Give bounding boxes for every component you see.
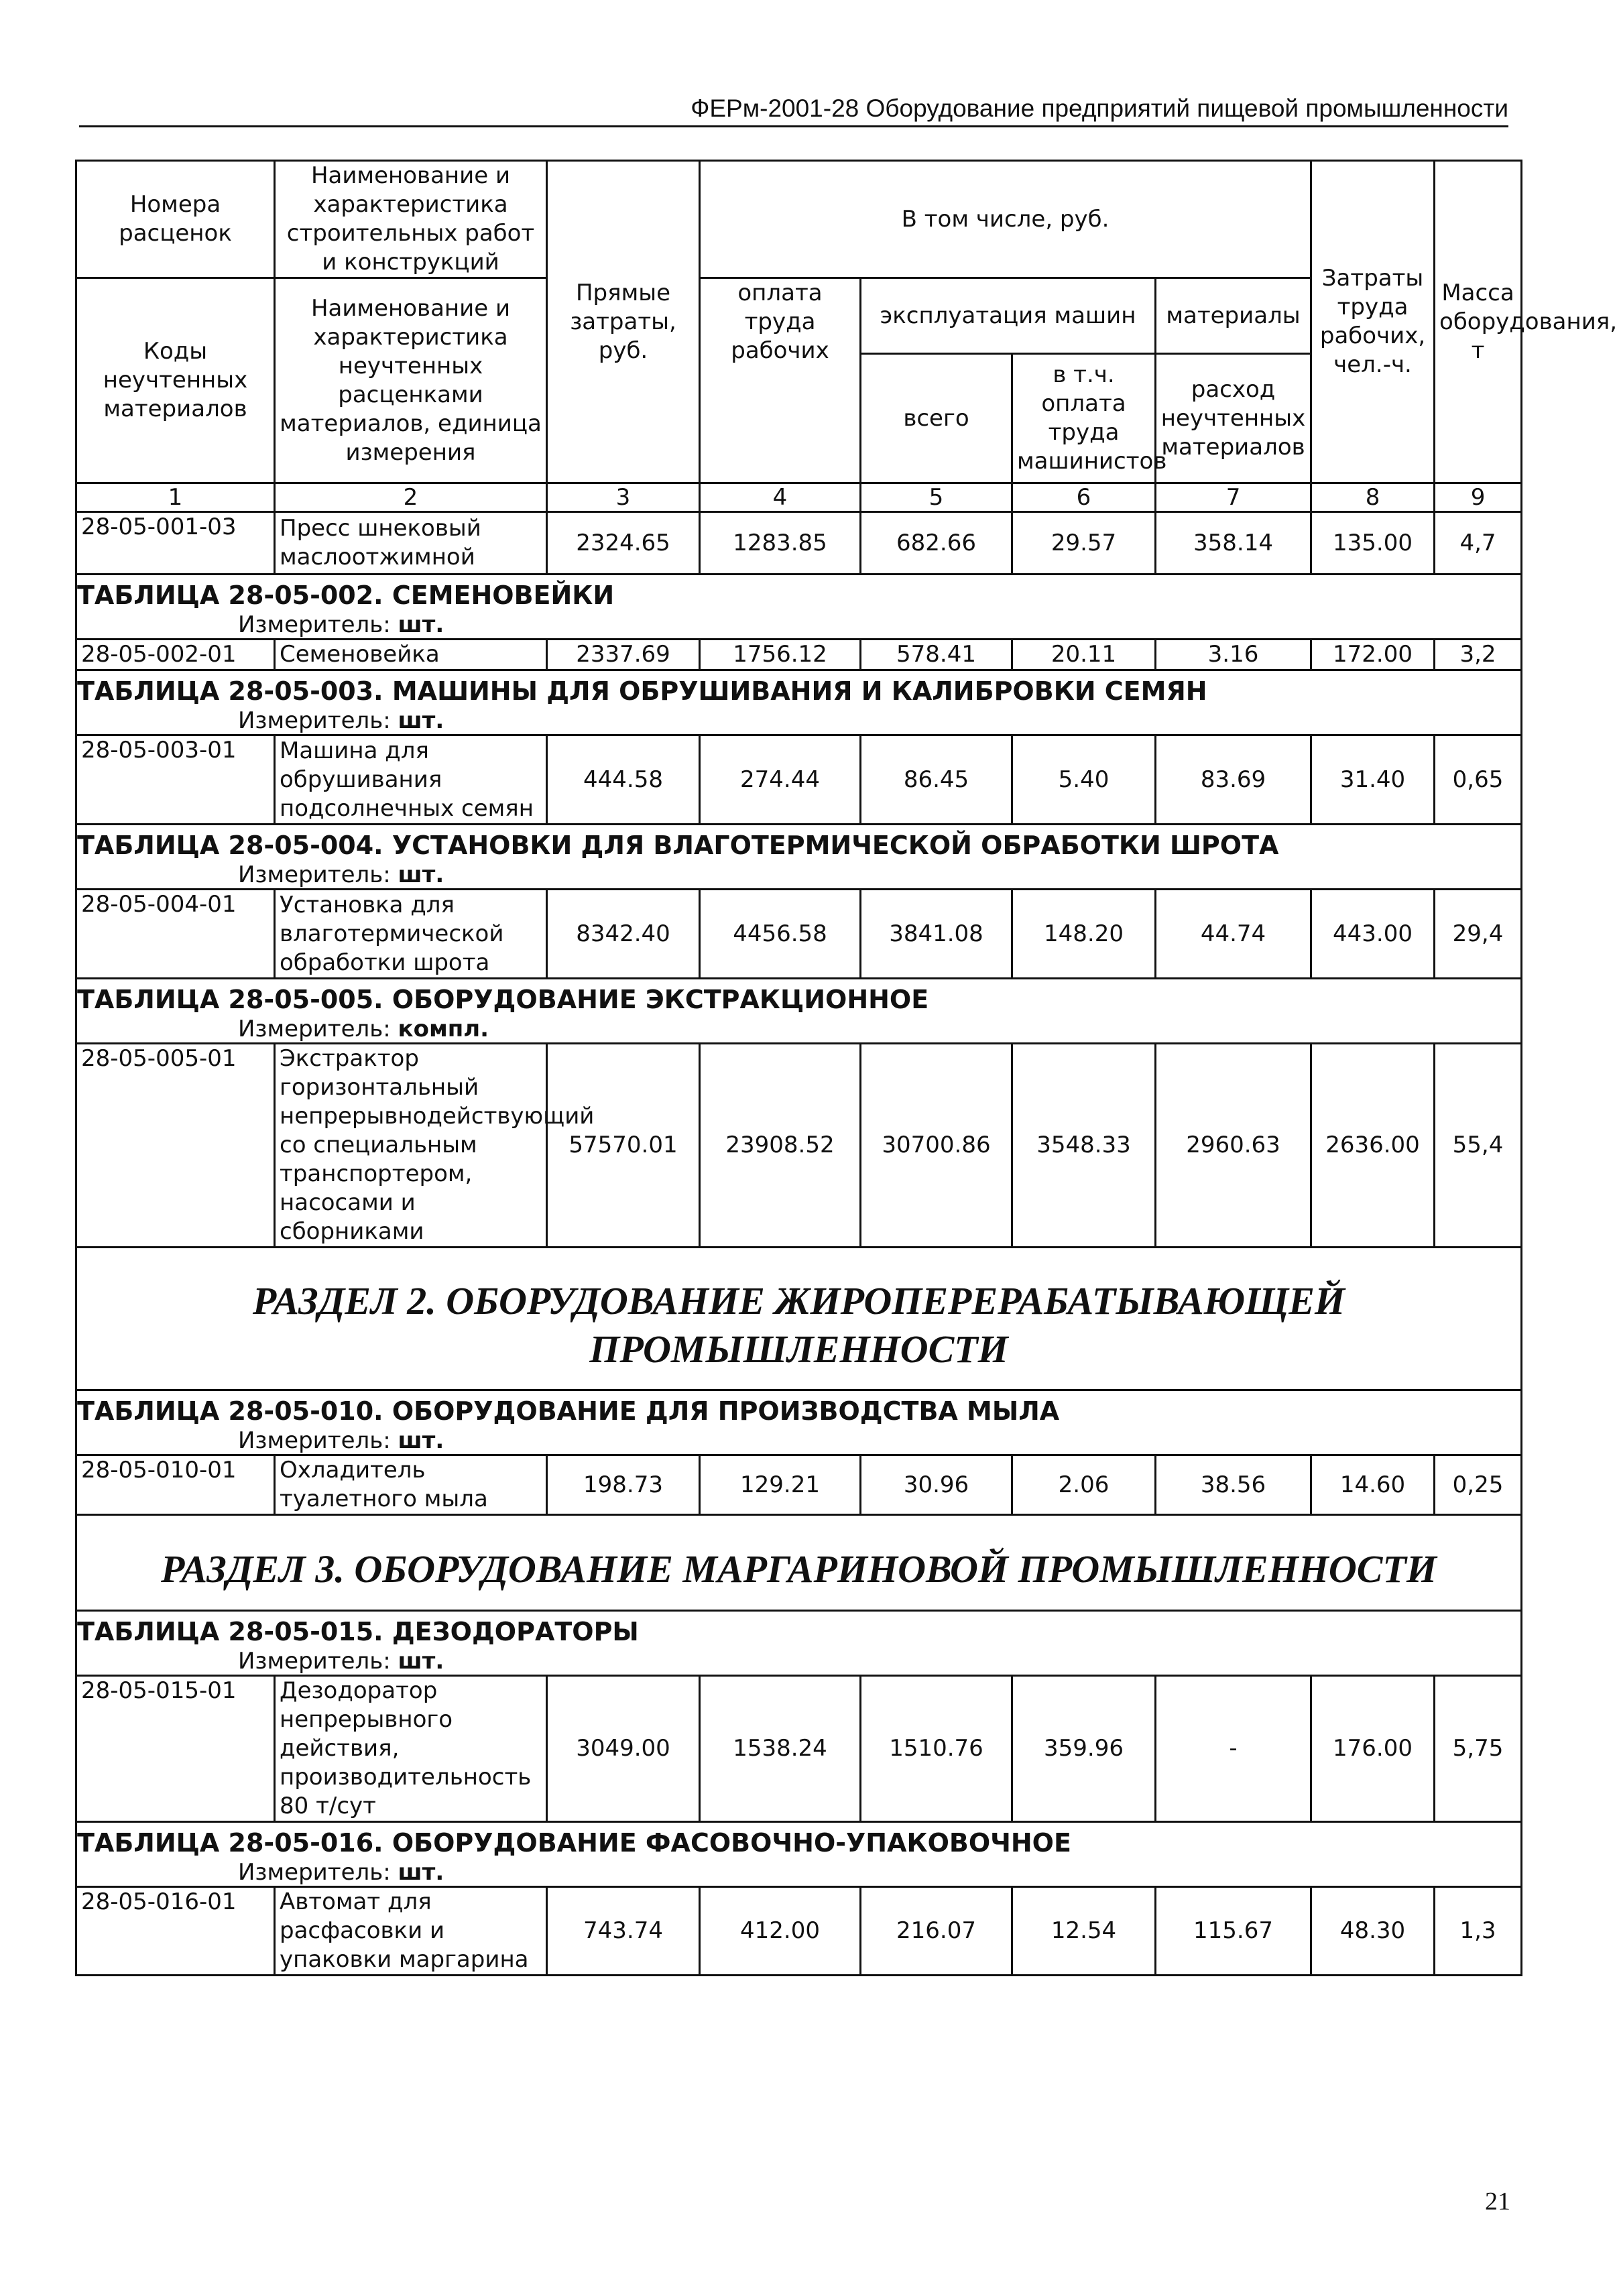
rate-value: 31.40 [1311,735,1435,825]
rate-value: 0,65 [1435,735,1522,825]
rates-table [75,160,1617,1976]
meter-label: Измеритель: [238,1859,391,1886]
meter [76,1859,1522,1887]
table-caption-row [76,979,1522,1016]
rate-value: 30.96 [861,1455,1012,1515]
col-num: 9 [1435,483,1522,512]
header-total: всего [861,354,1012,483]
rate-description: Установка для влаготермической обработки шрота [275,890,547,979]
rate-description: Экстрактор горизонтальный непрерывнодействующий со специальным транспортером, насосами и сборниками [275,1044,547,1248]
meter-row [76,611,1522,640]
meter [76,611,1522,640]
meter [76,1648,1522,1676]
col-num: 7 [1156,483,1311,512]
header-rates-no: Номера расценок [76,161,275,278]
rate-value: 44.74 [1156,890,1311,979]
table-caption-row [76,1390,1522,1428]
meter [76,861,1522,890]
page-number: 21 [1485,2187,1510,2216]
section-heading-row [76,1248,1522,1390]
rate-value: 176.00 [1311,1676,1435,1822]
header-row-1 [76,161,1522,278]
header-materials: материалы [1156,278,1311,354]
meter-unit: шт. [398,1427,444,1454]
rate-value: 359.96 [1012,1676,1156,1822]
table-caption-row [76,825,1522,862]
table-caption: ТАБЛИЦА 28-05-015. ДЕЗОДОРАТОРЫ [76,1611,1522,1648]
rate-value: 2337.69 [547,640,700,670]
rate-value: 148.20 [1012,890,1156,979]
rate-value: 198.73 [547,1455,700,1515]
meter-row [76,1016,1522,1044]
rate-value: 2960.63 [1156,1044,1311,1248]
rate-description: Семеновейка [275,640,547,670]
column-numbers-row [76,483,1522,512]
table-caption: ТАБЛИЦА 28-05-004. УСТАНОВКИ ДЛЯ ВЛАГОТЕРМИЧЕСКОЙ ОБРАБОТКИ ШРОТА [76,825,1522,862]
rate-value: 20.11 [1012,640,1156,670]
rate-value: 57570.01 [547,1044,700,1248]
rate-value: 412.00 [700,1887,861,1976]
meter-row [76,707,1522,735]
rate-value: 30700.86 [861,1044,1012,1248]
col-num: 2 [275,483,547,512]
rate-value: 358.14 [1156,512,1311,575]
rate-code: 28-05-005-01 [76,1044,275,1248]
rate-value: 86.45 [861,735,1012,825]
header-direct-costs: Прямые затраты, руб. [547,161,700,483]
table-caption: ТАБЛИЦА 28-05-005. ОБОРУДОВАНИЕ ЭКСТРАКЦИОННОЕ [76,979,1522,1016]
table-caption: ТАБЛИЦА 28-05-002. СЕМЕНОВЕЙКИ [76,575,1522,612]
meter-row [76,1859,1522,1887]
section-heading-row [76,1515,1522,1611]
col-num: 3 [547,483,700,512]
rate-value: 682.66 [861,512,1012,575]
col-num: 4 [700,483,861,512]
meter-unit: шт. [398,1648,444,1675]
rate-value: 3,2 [1435,640,1522,670]
table-row [76,1887,1522,1976]
header-machine-op: эксплуатация машин [861,278,1156,354]
rate-value: 216.07 [861,1887,1012,1976]
rate-value: - [1156,1676,1311,1822]
header-codes: Коды неучтенных материалов [76,278,275,483]
rate-value: 2636.00 [1311,1044,1435,1248]
meter-unit: шт. [398,611,444,638]
meter-label: Измеритель: [238,707,391,734]
rate-code: 28-05-010-01 [76,1455,275,1515]
rate-value: 274.44 [700,735,861,825]
rate-value: 55,4 [1435,1044,1522,1248]
meter-unit: шт. [398,861,444,888]
meter-row [76,1648,1522,1676]
section-heading: РАЗДЕЛ 3. ОБОРУДОВАНИЕ МАРГАРИНОВОЙ ПРОМЫШЛЕННОСТИ [76,1515,1522,1611]
rate-value: 1283.85 [700,512,861,575]
header-mass: Масса оборудования, т [1435,161,1522,483]
rate-value: 48.30 [1311,1887,1435,1976]
rate-value: 0,25 [1435,1455,1522,1515]
rate-value: 5.40 [1012,735,1156,825]
table-caption: ТАБЛИЦА 28-05-010. ОБОРУДОВАНИЕ ДЛЯ ПРОИЗВОДСТВА МЫЛА [76,1390,1522,1428]
header-unacc-consumption: расход неучтенных материалов [1156,354,1311,483]
rate-code: 28-05-015-01 [76,1676,275,1822]
col-num: 6 [1012,483,1156,512]
table-row [76,512,1522,575]
meter-unit: шт. [398,1859,444,1886]
header-machinist-wages: в т.ч. оплата труда машинистов [1012,354,1156,483]
table-caption-row [76,1611,1522,1648]
header-work-name: Наименование и характеристика строительных работ и конструкций [275,161,547,278]
header-wages: оплата труда рабочих [700,278,861,483]
rate-value: 444.58 [547,735,700,825]
table-row [76,1676,1522,1822]
header-rule [79,125,1508,127]
col-num: 8 [1311,483,1435,512]
meter-label: Измеритель: [238,861,391,888]
rate-value: 172.00 [1311,640,1435,670]
col-num: 5 [861,483,1012,512]
rate-code: 28-05-001-03 [76,512,275,575]
rate-value: 29.57 [1012,512,1156,575]
meter-label: Измеритель: [238,1016,391,1042]
meter [76,1016,1522,1044]
rate-value: 1538.24 [700,1676,861,1822]
header-unacc-name: Наименование и характеристика неучтенных расценками материалов, единица измерения [275,278,547,483]
rate-value: 3.16 [1156,640,1311,670]
rate-value: 743.74 [547,1887,700,1976]
table-row [76,1455,1522,1515]
col-num: 1 [76,483,275,512]
rate-description: Машина для обрушивания подсолнечных семян [275,735,547,825]
rate-value: 115.67 [1156,1887,1311,1976]
meter-label: Измеритель: [238,611,391,638]
rate-value: 129.21 [700,1455,861,1515]
meter-unit: компл. [398,1016,489,1042]
rate-value: 443.00 [1311,890,1435,979]
meter-row [76,861,1522,890]
meter [76,707,1522,735]
header-row-2 [76,278,1522,354]
section-heading: РАЗДЕЛ 2. ОБОРУДОВАНИЕ ЖИРОПЕРЕРАБАТЫВАЮЩЕЙ ПРОМЫШЛЕННОСТИ [76,1248,1522,1390]
table-caption-row [76,1822,1522,1860]
table-caption: ТАБЛИЦА 28-05-003. МАШИНЫ ДЛЯ ОБРУШИВАНИЯ И КАЛИБРОВКИ СЕМЯН [76,670,1522,708]
table-caption: ТАБЛИЦА 28-05-016. ОБОРУДОВАНИЕ ФАСОВОЧНО-УПАКОВОЧНОЕ [76,1822,1522,1860]
rate-code: 28-05-016-01 [76,1887,275,1976]
rate-code: 28-05-002-01 [76,640,275,670]
rate-value: 4456.58 [700,890,861,979]
rate-code: 28-05-003-01 [76,735,275,825]
meter-label: Измеритель: [238,1427,391,1454]
rate-code: 28-05-004-01 [76,890,275,979]
table-row [76,1044,1522,1248]
rate-value: 135.00 [1311,512,1435,575]
rate-description: Охладитель туалетного мыла [275,1455,547,1515]
rate-value: 83.69 [1156,735,1311,825]
rate-value: 23908.52 [700,1044,861,1248]
rate-value: 3049.00 [547,1676,700,1822]
rate-value: 5,75 [1435,1676,1522,1822]
rate-value: 8342.40 [547,890,700,979]
meter-label: Измеритель: [238,1648,391,1675]
table-caption-row [76,575,1522,612]
rate-value: 29,4 [1435,890,1522,979]
meter [76,1427,1522,1455]
rate-value: 3548.33 [1012,1044,1156,1248]
header-labor: Затраты труда рабочих, чел.-ч. [1311,161,1435,483]
rate-value: 1,3 [1435,1887,1522,1976]
rate-value: 1756.12 [700,640,861,670]
rate-value: 2324.65 [547,512,700,575]
table-row [76,640,1522,670]
meter-unit: шт. [398,707,444,734]
rate-value: 1510.76 [861,1676,1012,1822]
table-row [76,735,1522,825]
running-head: ФЕРм-2001-28 Оборудование предприятий пищевой промышленности [691,95,1508,122]
rate-description: Дезодоратор непрерывного действия, производительность 80 т/сут [275,1676,547,1822]
rate-value: 12.54 [1012,1887,1156,1976]
rate-value: 578.41 [861,640,1012,670]
rate-value: 14.60 [1311,1455,1435,1515]
rate-value: 4,7 [1435,512,1522,575]
rate-description: Автомат для расфасовки и упаковки маргарина [275,1887,547,1976]
rate-description: Пресс шнековый маслоотжимной [275,512,547,575]
rate-value: 2.06 [1012,1455,1156,1515]
rate-value: 3841.08 [861,890,1012,979]
table-row [76,890,1522,979]
rate-value: 38.56 [1156,1455,1311,1515]
meter-row [76,1427,1522,1455]
header-incl: В том числе, руб. [700,161,1311,278]
table-caption-row [76,670,1522,708]
